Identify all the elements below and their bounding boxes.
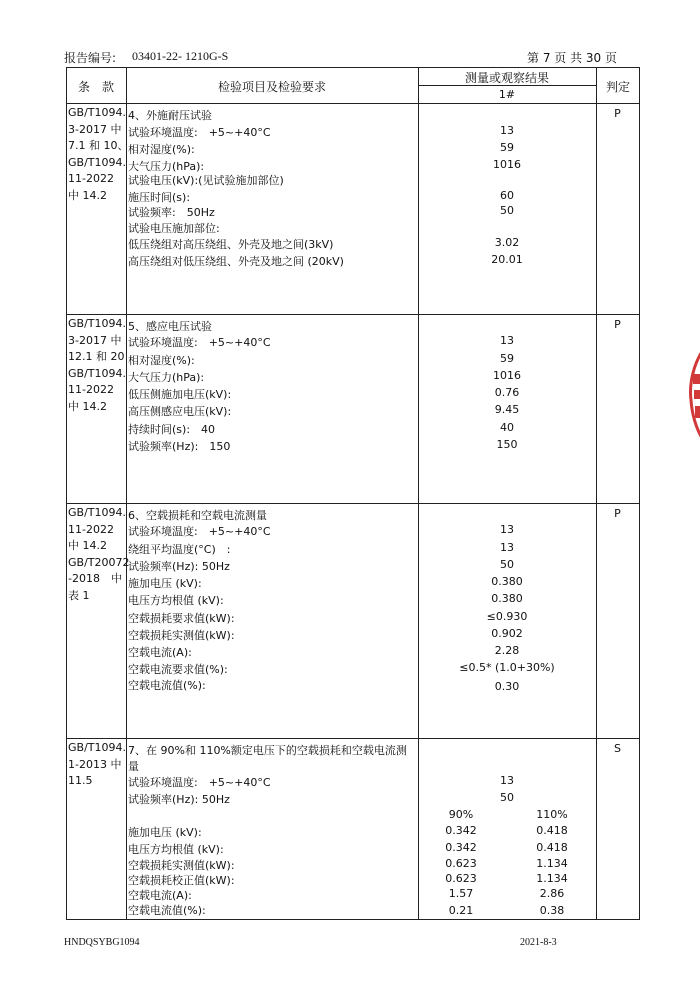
- item-label: 试验频率(Hz): 50Hz: [128, 793, 230, 806]
- item-value: ≤0.5* (1.0+30%): [459, 661, 555, 674]
- section-title: 7、在 90%和 110%额定电压下的空载损耗和空载电流测: [128, 744, 407, 757]
- item-value-90: 0.623: [445, 857, 477, 870]
- item-label: 试验环境温度: +5~+40°C: [128, 776, 271, 789]
- verdict: P: [614, 107, 621, 120]
- item-label: 空载电流(A):: [128, 889, 192, 902]
- item-label: 大气压力(hPa):: [128, 371, 205, 384]
- item-label: 空载电流(A):: [128, 646, 192, 659]
- item-value: 0.76: [494, 386, 520, 399]
- item-value-90: 0.342: [445, 841, 477, 854]
- item-label: 试验频率(Hz): 50Hz: [128, 560, 230, 573]
- item-value: ≤0.930: [486, 610, 528, 623]
- verdict: P: [614, 507, 621, 520]
- column-header-verdict: 判定: [605, 80, 630, 94]
- item-label: 空载电流值(%):: [128, 904, 206, 917]
- item-value: 13: [500, 541, 514, 554]
- clause-reference: GB/T1094. 11-2022 中 14.2 GB/T20072 -2018 中 表 1: [68, 506, 130, 602]
- item-value: 20.01: [491, 253, 523, 266]
- item-value: 50: [500, 791, 514, 804]
- item-label: 大气压力(hPa):: [128, 160, 205, 173]
- clause-reference: GB/T1094. 3-2017 中 12.1 和 20 GB/T1094. 11-2022 中 14.2: [68, 317, 126, 413]
- report-number: 03401-22- 1210G-S: [132, 49, 229, 63]
- item-value: 13: [500, 334, 514, 347]
- item-label: 试验环境温度: +5~+40°C: [128, 525, 271, 538]
- item-label: 试验环境温度: +5~+40°C: [128, 126, 271, 139]
- item-value-110: 2.86: [539, 887, 565, 900]
- item-label: 电压方均根值 (kV):: [128, 594, 224, 607]
- item-label: 空载电流值(%):: [128, 679, 206, 692]
- clause-reference: GB/T1094. 1-2013 中 11.5: [68, 741, 126, 788]
- item-value-110: 0.418: [536, 824, 568, 837]
- item-value: 1016: [493, 369, 521, 382]
- item-value: 150: [496, 438, 518, 451]
- item-value: 0.30: [494, 680, 520, 693]
- divider: [418, 67, 419, 920]
- section-title: 5、感应电压试验: [128, 320, 212, 333]
- item-label: 施加电压 (kV):: [128, 826, 202, 839]
- document-date: 2021-8-3: [520, 937, 557, 948]
- column-header-result: 测量或观察结果: [464, 71, 549, 85]
- item-label: 施加电压 (kV):: [128, 577, 202, 590]
- page-info: 第 7 页 共 30 页: [527, 51, 617, 65]
- item-value: 50: [500, 204, 514, 217]
- item-value-110: 0.38: [539, 904, 565, 917]
- item-value: 50: [500, 558, 514, 571]
- item-value-90: 0.21: [448, 904, 474, 917]
- clause-reference: GB/T1094. 3-2017 中 7.1 和 10、 GB/T1094. 11-2022 中 14.2: [68, 106, 129, 202]
- divider: [66, 503, 640, 504]
- item-value-110: 0.418: [536, 841, 568, 854]
- item-label: 施压时间(s):: [128, 191, 191, 204]
- item-value: 59: [500, 141, 514, 154]
- item-value-90: 0.623: [445, 872, 477, 885]
- item-label: 高压绕组对低压绕组、外壳及地之间 (20kV): [128, 255, 344, 268]
- item-value: 13: [500, 523, 514, 536]
- item-value: 60: [500, 189, 514, 202]
- seal-stamp-fragment: [683, 350, 700, 440]
- divider: [596, 67, 597, 920]
- column-header-item: 检验项目及检验要求: [217, 80, 326, 94]
- item-label: 试验电压(kV):(见试验施加部位): [128, 174, 284, 187]
- item-label: 持续时间(s): 40: [128, 423, 216, 436]
- verdict: S: [614, 742, 621, 755]
- item-value-110: 1.134: [536, 857, 568, 870]
- item-label: 低压绕组对高压绕组、外壳及地之间(3kV): [128, 238, 334, 251]
- item-value: 0.380: [491, 575, 523, 588]
- item-label: 空载损耗实测值(kW):: [128, 859, 235, 872]
- item-value-110: 1.134: [536, 872, 568, 885]
- sub-header-90: 90%: [448, 808, 474, 821]
- item-label: 空载电流要求值(%):: [128, 663, 228, 676]
- item-label: 相对湿度(%):: [128, 143, 195, 156]
- item-value: 9.45: [494, 403, 520, 416]
- item-value: 0.902: [491, 627, 523, 640]
- divider: [66, 314, 640, 315]
- item-value: 13: [500, 774, 514, 787]
- item-label: 电压方均根值 (kV):: [128, 843, 224, 856]
- item-value: 3.02: [494, 236, 520, 249]
- sub-header-110: 110%: [536, 808, 568, 821]
- divider: [66, 738, 640, 739]
- document-code: HNDQSYBG1094: [64, 937, 140, 948]
- item-value-90: 1.57: [448, 887, 474, 900]
- section-title-continued: 量: [128, 760, 139, 773]
- item-label: 低压侧施加电压(kV):: [128, 388, 232, 401]
- item-label: 绕组平均温度(°C) :: [128, 543, 231, 556]
- column-header-clause: 条 款: [77, 80, 114, 94]
- item-label: 试验频率: 50Hz: [128, 206, 215, 219]
- item-label: 相对湿度(%):: [128, 354, 195, 367]
- item-value: 0.380: [491, 592, 523, 605]
- verdict: P: [614, 318, 621, 331]
- column-header-sample: 1#: [498, 88, 516, 101]
- report-number-label: 报告编号:: [64, 51, 117, 65]
- item-label: 空载损耗要求值(kW):: [128, 612, 235, 625]
- item-label: 试验电压施加部位:: [128, 222, 220, 235]
- item-value: 2.28: [494, 644, 520, 657]
- item-label: 空载损耗实测值(kW):: [128, 629, 235, 642]
- section-title: 4、外施耐压试验: [128, 109, 212, 122]
- section-title: 6、空载损耗和空载电流测量: [128, 509, 267, 522]
- item-label: 高压侧感应电压(kV):: [128, 405, 232, 418]
- item-value: 40: [500, 421, 514, 434]
- divider: [66, 103, 640, 104]
- item-label: 空载损耗校正值(kW):: [128, 874, 235, 887]
- item-label: 试验频率(Hz): 150: [128, 440, 231, 453]
- item-label: 试验环境温度: +5~+40°C: [128, 336, 271, 349]
- item-value: 13: [500, 124, 514, 137]
- item-value: 59: [500, 352, 514, 365]
- item-value: 1016: [493, 158, 521, 171]
- item-value-90: 0.342: [445, 824, 477, 837]
